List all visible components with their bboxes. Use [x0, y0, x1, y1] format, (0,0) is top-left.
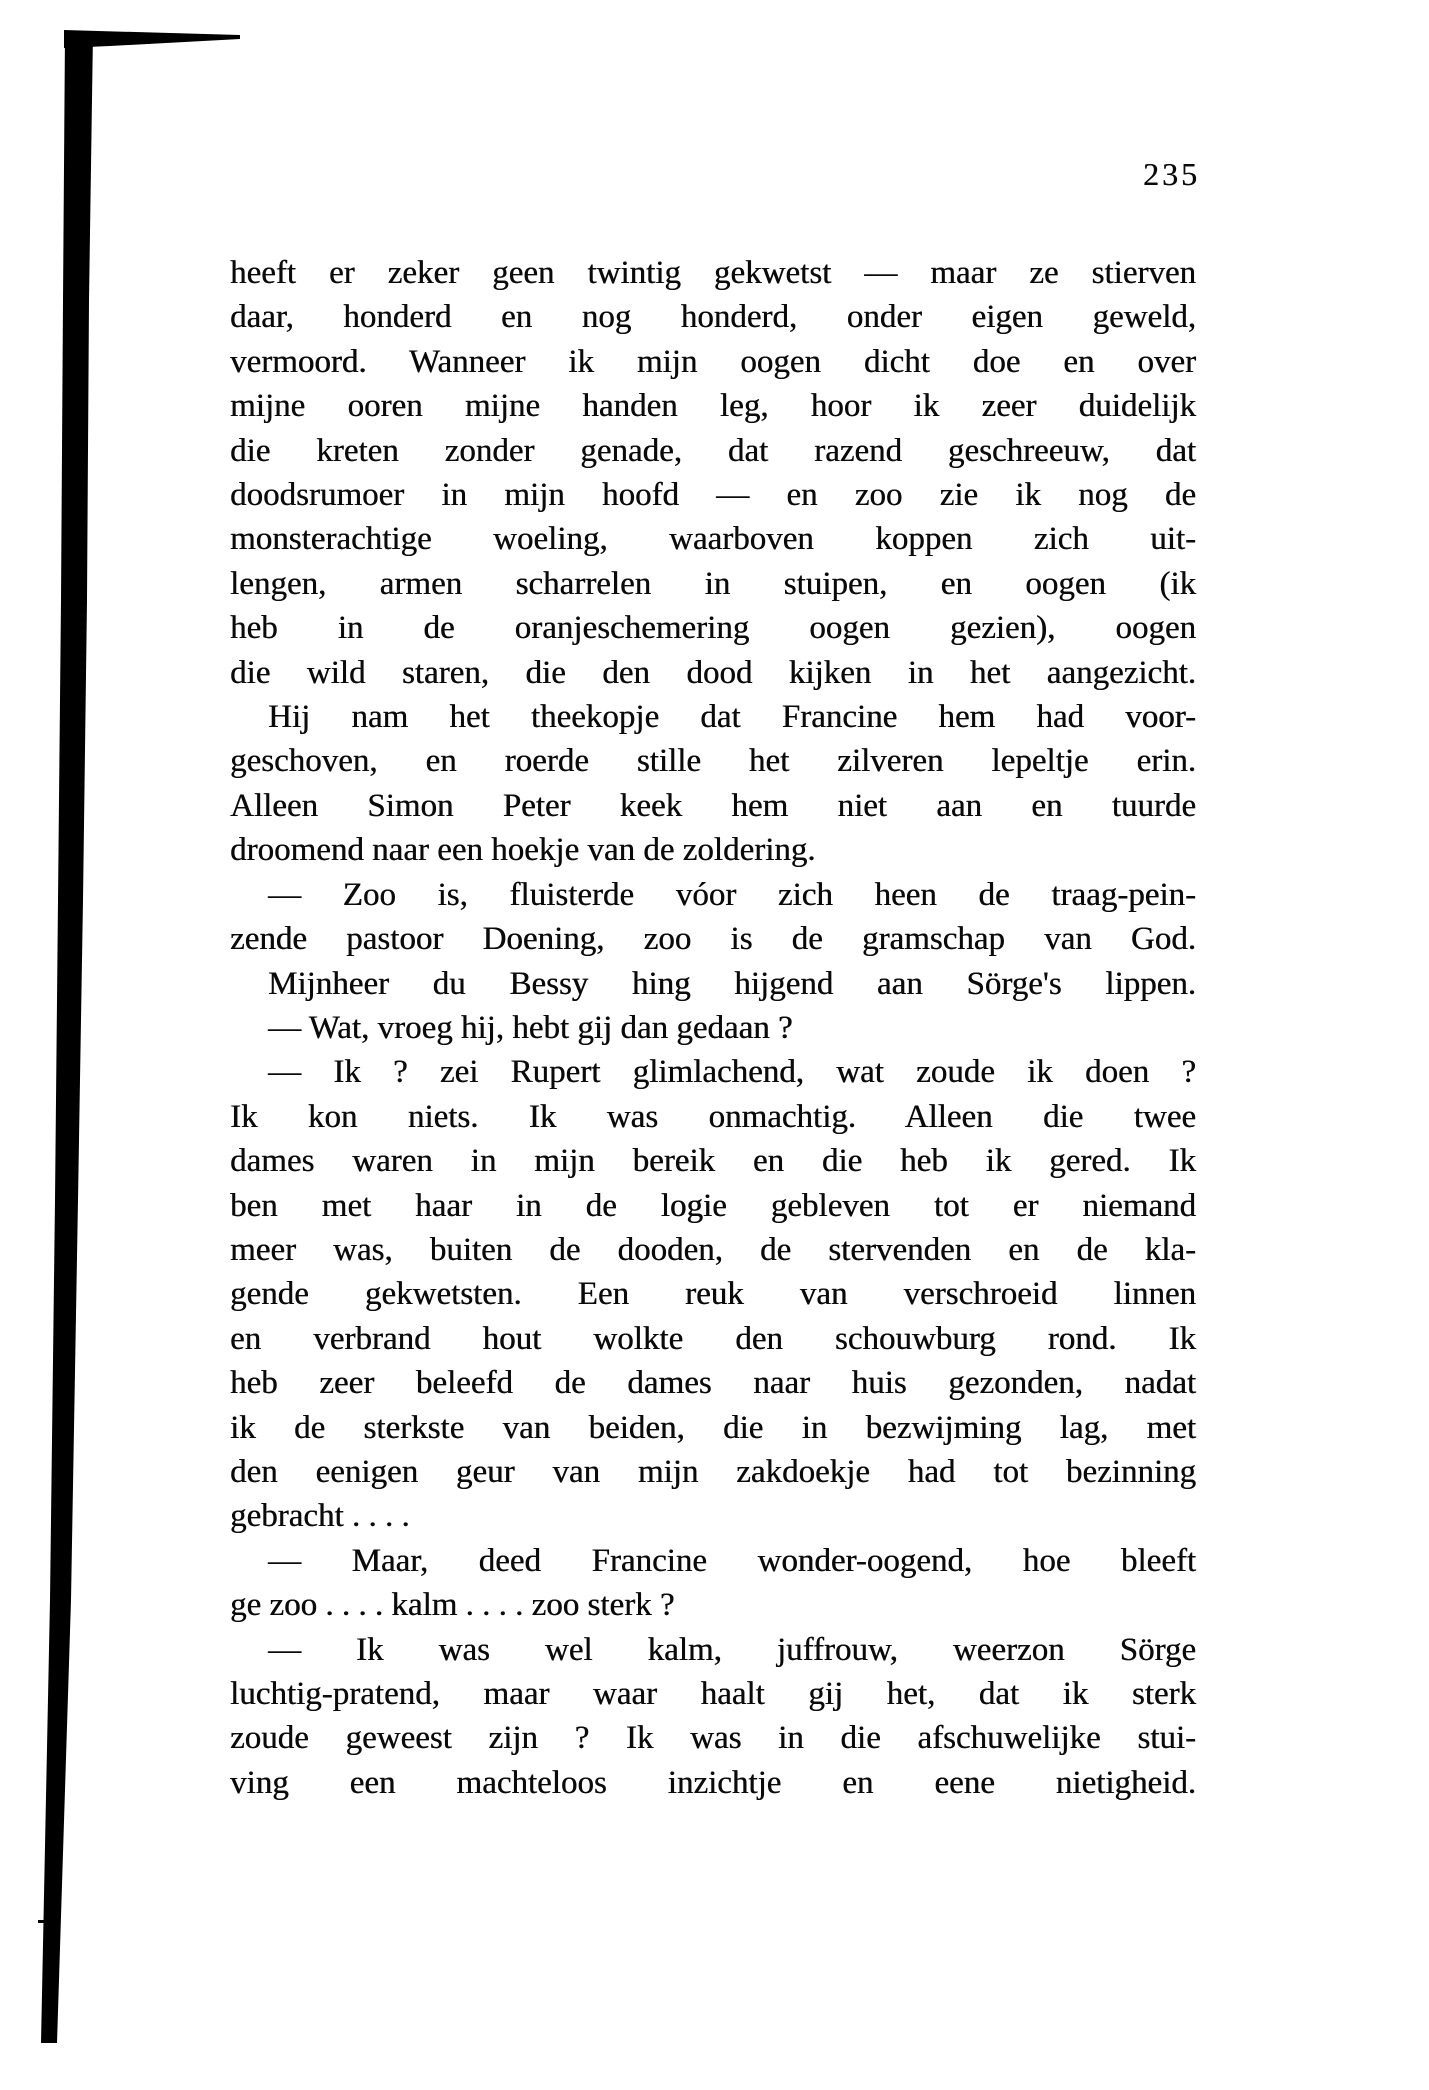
- text-line: die kreten zonder genade, dat razend geschreeuw, dat: [230, 432, 1196, 469]
- text-line: ik de sterkste van beiden, die in bezwijming lag, met: [230, 1409, 1196, 1446]
- binding-bar-shape: [41, 33, 93, 2043]
- text-line: — Wat, vroeg hij, hebt gij dan gedaan ?: [268, 1009, 793, 1046]
- text-line: meer was, buiten de dooden, de stervenden en de kla-: [230, 1231, 1196, 1268]
- text-line: monsterachtige woeling, waarboven koppen zich uit-: [230, 521, 1196, 558]
- text-line: gebracht . . . .: [230, 1498, 410, 1535]
- binding-top-wedge: [64, 30, 240, 48]
- page-number: 235: [1143, 156, 1200, 192]
- text-line: gende gekwetsten. Een reuk van verschroeid linnen: [230, 1276, 1196, 1313]
- text-line: lengen, armen scharrelen in stuipen, en oogen (ik: [230, 565, 1196, 602]
- text-line: daar, honderd en nog honderd, onder eigen geweld,: [230, 299, 1196, 336]
- text-line: zoude geweest zijn ? Ik was in die afschuwelijke stui-: [230, 1720, 1196, 1757]
- text-line: mijne ooren mijne handen leg, hoor ik zeer duidelijk: [230, 388, 1196, 425]
- text-line: — Maar, deed Francine wonder-oogend, hoe bleeft: [268, 1542, 1196, 1579]
- text-line: heeft er zeker geen twintig gekwetst — maar ze stierven: [230, 255, 1196, 291]
- text-line: geschoven, en roerde stille het zilveren lepeltje erin.: [230, 743, 1196, 780]
- text-line: vermoord. Wanneer ik mijn oogen dicht doe en over: [230, 343, 1196, 380]
- text-line: ben met haar in de logie gebleven tot er niemand: [230, 1187, 1196, 1224]
- text-line: Ik kon niets. Ik was onmachtig. Alleen die twee: [230, 1098, 1196, 1135]
- text-line: — Zoo is, fluisterde vóor zich heen de traag-pein-: [268, 876, 1196, 913]
- text-line: heb in de oranjeschemering oogen gezien), oogen: [230, 610, 1196, 647]
- body-text: [230, 251, 1196, 1805]
- text-line: heb zeer beleefd de dames naar huis gezonden, nadat: [230, 1365, 1196, 1402]
- text-line: — Ik was wel kalm, juffrouw, weerzon Sörge: [268, 1631, 1196, 1668]
- text-line: en verbrand hout wolkte den schouwburg rond. Ik: [230, 1320, 1196, 1357]
- text-line: zende pastoor Doening, zoo is de gramschap van God.: [230, 921, 1196, 958]
- text-line: Hij nam het theekopje dat Francine hem had voor-: [268, 699, 1196, 736]
- text-line: doodsrumoer in mijn hoofd — en zoo zie ik nog de: [230, 477, 1196, 514]
- text-line: ge zoo . . . . kalm . . . . zoo sterk ?: [230, 1587, 675, 1624]
- text-line: dames waren in mijn bereik en die heb ik gered. Ik: [230, 1143, 1196, 1180]
- text-line: die wild staren, die den dood kijken in het aangezicht.: [230, 654, 1196, 691]
- text-line: den eenigen geur van mijn zakdoekje had tot bezinning: [230, 1453, 1196, 1490]
- text-line: ving een machteloos inzichtje en eene nietigheid.: [230, 1764, 1196, 1801]
- text-line: luchtig-pratend, maar waar haalt gij het, dat ik sterk: [230, 1676, 1196, 1712]
- text-line: Mijnheer du Bessy hing hijgend aan Sörge's lippen.: [268, 965, 1196, 1002]
- scan-noise-speck: [38, 1920, 52, 1923]
- text-line: — Ik ? zei Rupert glimlachend, wat zoude ik doen ?: [268, 1054, 1196, 1091]
- text-line: Alleen Simon Peter keek hem niet aan en tuurde: [230, 787, 1196, 824]
- text-line: droomend naar een hoekje van de zoldering.: [230, 832, 816, 869]
